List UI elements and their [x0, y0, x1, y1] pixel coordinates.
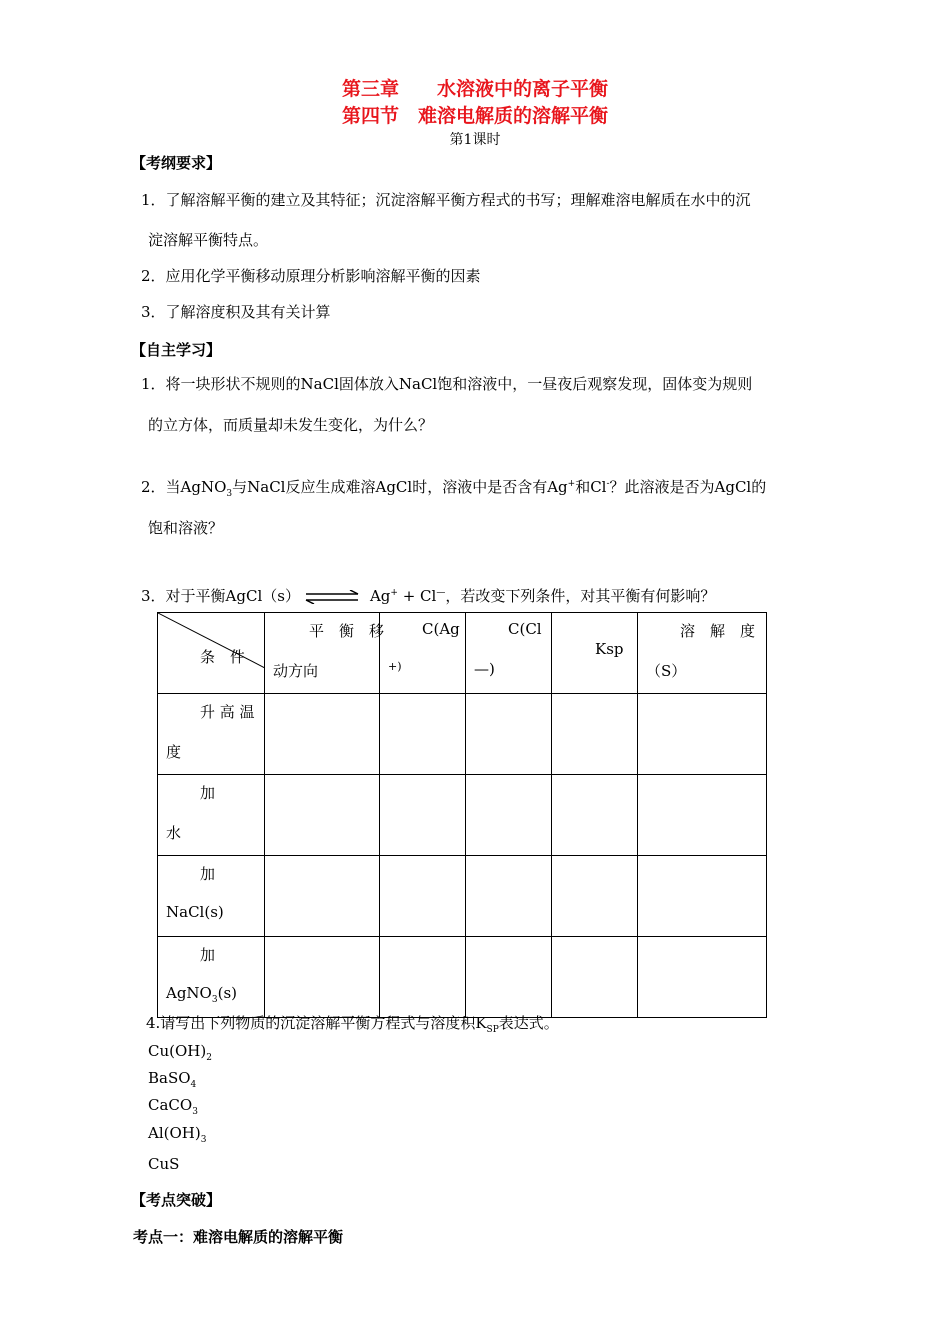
question-1-line1: 1．将一块形状不规则的NaCl固体放入NaCl饱和溶液中，一昼夜后观察发现，固体变为规则 [141, 375, 753, 393]
answer-cell[interactable] [552, 856, 638, 937]
table-row [158, 775, 767, 856]
header-line2: +) [388, 660, 402, 673]
answer-cell[interactable] [265, 775, 380, 856]
table-header-row [158, 613, 767, 694]
row-label-line1: 升 高 温 [200, 703, 255, 721]
table-corner-cell [158, 613, 265, 694]
answer-cell[interactable] [466, 694, 552, 775]
answer-cell[interactable] [638, 937, 767, 1018]
answer-cell[interactable] [638, 856, 767, 937]
chapter-title: 第三章 水溶液中的离子平衡 [341, 78, 608, 100]
compound-item: CaCO$_3$ [148, 1096, 198, 1117]
compound-item: $Al(OH)_3$ [148, 1124, 207, 1145]
compound-item: CuS [148, 1155, 180, 1173]
row-label-line2: AgNO$_3$(s) [166, 984, 237, 1005]
answer-cell[interactable] [552, 775, 638, 856]
answer-cell[interactable] [466, 775, 552, 856]
table-header-cell [638, 613, 767, 694]
header-line1: Ksp [595, 640, 624, 658]
outline-item-1-line1: 1．了解溶解平衡的建立及其特征；沉淀溶解平衡方程式的书写；理解难溶电解质在水中的沉 [141, 191, 751, 209]
header-line1: 平 衡 移 [309, 622, 385, 640]
answer-cell[interactable] [380, 775, 466, 856]
header-line1: C(Cl [508, 620, 542, 638]
header-line2: 动方向 [273, 662, 319, 680]
row-label-cell [158, 937, 265, 1018]
answer-cell[interactable] [265, 937, 380, 1018]
outline-heading: 【考纲要求】 [131, 154, 222, 172]
lesson-label: 第1课时 [449, 132, 501, 148]
header-line1: 溶 解 度 [680, 622, 756, 640]
table-header-cell [380, 613, 466, 694]
key-point-1: 考点一：难溶电解质的溶解平衡 [133, 1228, 344, 1246]
answer-cell[interactable] [552, 937, 638, 1018]
compound-item: BaSO$_4$ [148, 1069, 197, 1090]
row-label-line2: 水 [166, 824, 182, 842]
answer-cell[interactable] [638, 775, 767, 856]
row-label-cell [158, 856, 265, 937]
table-header-cell [552, 613, 638, 694]
answer-cell[interactable] [466, 856, 552, 937]
corner-label: 条 件 [200, 648, 246, 666]
row-label-line2: 度 [166, 743, 182, 761]
equilibrium-conditions-table [157, 612, 767, 1018]
equilibrium-arrow-icon [304, 590, 360, 604]
row-label-line1: 加 [200, 784, 216, 802]
table-row [158, 937, 767, 1018]
question-1-line2: 的立方体，而质量却未发生变化，为什么？ [148, 416, 434, 434]
answer-cell[interactable] [265, 694, 380, 775]
self-study-heading: 【自主学习】 [131, 341, 222, 359]
table-row [158, 856, 767, 937]
table-row [158, 694, 767, 775]
question-2-line2: 饱和溶液？ [148, 519, 224, 537]
compound-item: $Cu(OH)_2$ [148, 1042, 212, 1063]
outline-item-2: 2．应用化学平衡移动原理分析影响溶解平衡的因素 [141, 267, 481, 285]
header-line2: （S） [646, 662, 687, 680]
answer-cell[interactable] [466, 937, 552, 1018]
table-header-cell [466, 613, 552, 694]
question-2-line1: 2．当AgNO$_3$与NaCl反应生成难溶AgCl时，溶液中是否含有Ag+和Cl-？此溶液是否为AgCl的 [141, 478, 767, 499]
question-3: 3．对于平衡AgCl（s） Ag+ + Cl—，若改变下列条件，对其平衡有何影响？ [141, 587, 716, 605]
answer-cell[interactable] [380, 694, 466, 775]
row-label-line1: 加 [200, 946, 216, 964]
outline-item-3: 3．了解溶度积及其有关计算 [141, 303, 331, 321]
answer-cell[interactable] [380, 937, 466, 1018]
question-4: 4.请写出下列物质的沉淀溶解平衡方程式与溶度积$K_{SP}$表达式。 [146, 1014, 559, 1035]
row-label-line1: 加 [200, 865, 216, 883]
answer-cell[interactable] [265, 856, 380, 937]
table-header-cell [265, 613, 385, 694]
breakthrough-heading: 【考点突破】 [131, 1191, 222, 1209]
answer-cell[interactable] [552, 694, 638, 775]
outline-item-1-line2: 淀溶解平衡特点。 [148, 231, 269, 249]
row-label-cell [158, 775, 265, 856]
header-line1: C(Ag [422, 620, 460, 638]
row-label-line2: NaCl(s) [166, 903, 224, 921]
answer-cell[interactable] [638, 694, 767, 775]
header-line2: —) [474, 660, 495, 678]
section-title: 第四节 难溶电解质的溶解平衡 [341, 105, 608, 127]
answer-cell[interactable] [380, 856, 466, 937]
row-label-cell [158, 694, 265, 775]
